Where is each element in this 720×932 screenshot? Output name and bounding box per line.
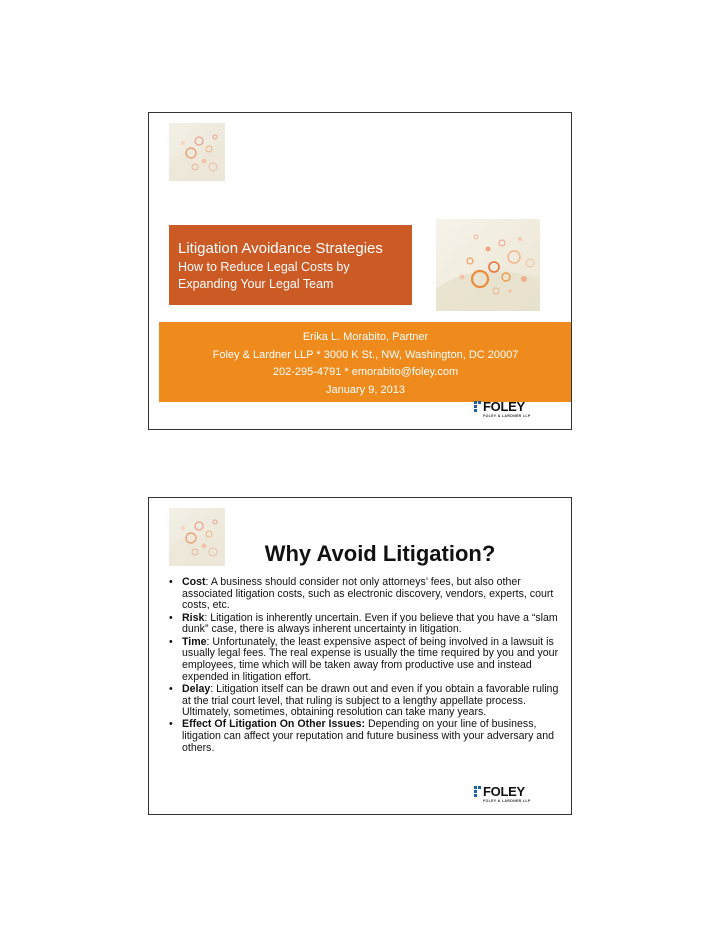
presentation-title: Litigation Avoidance Strategies	[178, 240, 383, 257]
decorative-circles-image	[436, 219, 540, 311]
title-slide	[148, 112, 572, 430]
bullet-text: : Unfortunately, the least expensive aspect of being involved in a lawsuit is usually legal fees. The real expense is usually the time required by you and your employees, time which will be taken away from productive use and instead expended in litigation effort.	[182, 635, 559, 683]
slide-title: Why Avoid Litigation?	[264, 541, 496, 566]
bullet-glyph: •	[169, 635, 173, 648]
contact-info: 202-295-4791 * emorabito@foley.com	[272, 366, 459, 378]
bullet-text: : Litigation itself can be drawn out and even if you obtain a favorable ruling at the trial court level, that ruling is subject to a lengthy appellate process. Ultimately, sometimes, obtaining resolution can take many years.	[182, 682, 559, 719]
bullet-term: Risk	[182, 611, 205, 624]
logo-mark-icon	[474, 401, 481, 412]
foley-logo	[473, 785, 533, 805]
list-item	[169, 613, 561, 636]
logo-tagline: FOLEY & LARDNER LLP	[483, 799, 531, 803]
bullet-glyph: •	[169, 682, 173, 695]
bullet-glyph: •	[169, 718, 173, 731]
presentation-subtitle-line1: How to Reduce Legal Costs by	[178, 260, 350, 274]
bullet-text: Depending on your line of business, litigation can affect your reputation and future business with your adversary and others.	[182, 718, 554, 754]
logo-wordmark: FOLEY	[483, 399, 525, 414]
decorative-circles-image	[169, 123, 225, 181]
list-item	[169, 637, 561, 684]
foley-logo	[473, 400, 533, 420]
logo-wordmark: FOLEY	[483, 784, 525, 799]
bullet-text: : Litigation is inherently uncertain. Even if you believe that you have a “slam dunk” case, there is always inherent uncertainty in litigation.	[182, 611, 558, 636]
bullet-term: Effect Of Litigation On Other Issues:	[182, 718, 366, 731]
presentation-date: January 9, 2013	[326, 383, 405, 396]
content-slide	[148, 497, 572, 815]
presenter-name: Erika L. Morabito, Partner	[302, 331, 429, 343]
bullet-glyph: •	[169, 611, 173, 624]
bullet-glyph: •	[169, 576, 173, 588]
logo-mark-icon	[474, 786, 481, 797]
list-item	[169, 684, 561, 719]
presentation-subtitle-line2: Expanding Your Legal Team	[178, 277, 334, 291]
bullet-term: Cost	[182, 576, 206, 588]
logo-tagline: FOLEY & LARDNER LLP	[483, 414, 531, 418]
firm-address: Foley & Lardner LLP * 3000 K St., NW, Washington, DC 20007	[212, 348, 519, 361]
title-box	[169, 225, 412, 305]
presenter-info-band	[159, 322, 572, 402]
list-item	[169, 719, 561, 754]
list-item	[169, 577, 561, 612]
bullet-text: : A business should consider not only attorneys’ fees, but also other associated litigation costs, such as electronic discovery, vendors, experts, court costs, etc.	[182, 576, 554, 612]
bullet-term: Time	[182, 635, 207, 648]
bullet-list	[169, 577, 561, 755]
bullet-term: Delay	[182, 682, 211, 695]
